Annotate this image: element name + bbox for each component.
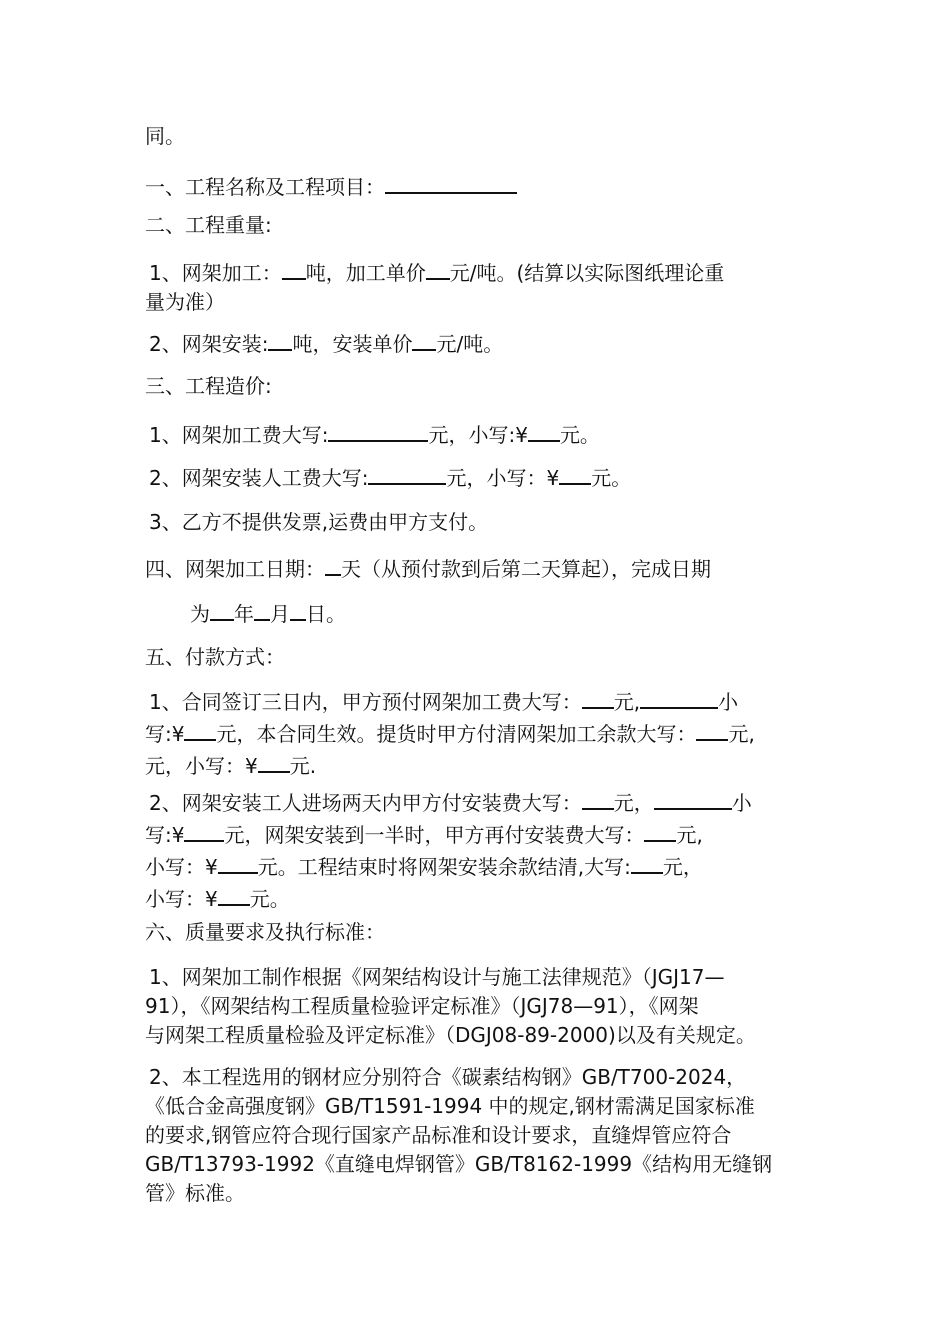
text: 写:¥	[145, 823, 185, 847]
clause-install-weight	[149, 327, 814, 359]
text: 日。	[306, 602, 346, 626]
text: 元。	[249, 887, 290, 911]
blank	[528, 418, 560, 442]
blank	[644, 818, 676, 842]
blank	[218, 882, 250, 906]
clause-line	[145, 717, 814, 749]
heading: 三、工程造价:	[145, 374, 272, 398]
clause-line: 管》标准。	[145, 1181, 245, 1205]
text: 元。	[591, 466, 632, 490]
clause-processing-fee	[149, 418, 814, 450]
text: 为	[190, 602, 210, 626]
text: 元，小写：¥	[145, 754, 258, 778]
text: 四、网架加工日期：	[145, 557, 325, 581]
blank	[412, 327, 436, 351]
clause-line	[145, 818, 814, 850]
blank	[254, 597, 270, 621]
blank	[328, 418, 428, 442]
clause-line	[149, 685, 814, 717]
text: 元，网架安装到一半时，甲方再付安装费大写：	[224, 823, 645, 847]
text: 量为准）	[145, 290, 225, 314]
text: 同。	[145, 124, 185, 148]
text: 元.	[289, 754, 317, 778]
text: 2、网架安装工人进场两天内甲方付安装费大写：	[149, 791, 582, 815]
text: 元，	[613, 791, 654, 815]
text: 小	[731, 791, 752, 815]
heading: 二、工程重量:	[145, 213, 272, 237]
label: 一、工程名称及工程项目：	[145, 175, 385, 199]
text: 2、网架安装:	[149, 332, 269, 356]
text: 月	[270, 602, 290, 626]
clause-payment-install	[145, 786, 814, 914]
blank	[631, 850, 663, 874]
clause-line: 与网架工程质量检验及评定标准》（DGJ08-89-2000)以及有关规定。	[145, 1023, 756, 1047]
clause-line: GB/T13793-1992《直缝电焊钢管》GB/T8162-1999《结构用无缝钢	[145, 1152, 773, 1176]
blank	[184, 717, 216, 741]
clause-line	[145, 749, 814, 781]
clause-standards	[145, 963, 814, 1050]
text-line	[145, 122, 810, 151]
blank	[559, 461, 591, 485]
text: 吨，加工单价	[305, 261, 426, 285]
text: 元，本合同生效。提货时甲方付清网架加工余款大写：	[216, 722, 697, 746]
blank	[268, 327, 292, 351]
clause-line	[145, 288, 814, 317]
text: 写:¥	[145, 722, 185, 746]
text: 元,	[613, 690, 641, 714]
completion-date-line	[190, 597, 855, 629]
blank	[640, 685, 718, 709]
blank	[282, 256, 306, 280]
blank	[368, 461, 446, 485]
section-heading	[145, 643, 810, 672]
blank	[210, 597, 234, 621]
clause-steel	[145, 1063, 814, 1208]
clause-line: 的要求,钢管应符合现行国家产品标准和设计要求，直缝焊管应符合	[145, 1123, 732, 1147]
text: 年	[234, 602, 254, 626]
text: 1、网架加工：	[149, 261, 282, 285]
text: 1、合同签订三日内，甲方预付网架加工费大写：	[149, 690, 582, 714]
clause-line	[145, 850, 814, 882]
clause-line: 《低合金高强度钢》GB/T1591-1994 中的规定,钢材需满足国家标准	[145, 1094, 755, 1118]
text: 天（从预付款到后第二天算起），完成日期	[341, 557, 711, 581]
blank	[582, 786, 614, 810]
blank	[218, 850, 258, 874]
text: 3、乙方不提供发票,运费由甲方支付。	[149, 510, 489, 534]
text: 小写：¥	[145, 887, 218, 911]
section-heading	[145, 918, 810, 947]
blank	[184, 818, 224, 842]
blank	[325, 552, 341, 576]
text: 元，	[662, 855, 703, 879]
text: 吨，安装单价	[292, 332, 413, 356]
text: 小写：¥	[145, 855, 218, 879]
blank	[426, 256, 450, 280]
text: 元。工程结束时将网架安装余款结清,大写:	[257, 855, 631, 879]
clause-line: 2、本工程选用的钢材应分别符合《碳素结构钢》GB/T700-2024，	[149, 1065, 747, 1089]
clause-install-fee	[149, 461, 814, 493]
blank	[582, 685, 614, 709]
heading: 五、付款方式：	[145, 645, 285, 669]
project-name-blank	[385, 170, 517, 194]
clause-processing-weight	[145, 256, 814, 317]
text: 2、网架安装人工费大写:	[149, 466, 369, 490]
blank	[258, 749, 290, 773]
section-heading	[145, 211, 810, 240]
blank	[290, 597, 306, 621]
section-heading	[145, 372, 810, 401]
clause-line	[149, 786, 814, 818]
project-name-line	[145, 170, 810, 202]
blank	[696, 717, 728, 741]
clause-processing-date	[145, 552, 810, 584]
text: 元,	[728, 722, 755, 746]
clause-line: 1、网架加工制作根据《网架结构设计与施工法律规范》（JGJ17—	[149, 965, 725, 989]
blank	[654, 786, 732, 810]
clause-line	[145, 882, 814, 914]
clause-line	[149, 256, 814, 288]
text: 小	[718, 690, 739, 714]
text: 元，小写:¥	[428, 423, 528, 447]
clause-invoice	[149, 508, 814, 537]
heading: 六、质量要求及执行标准：	[145, 920, 385, 944]
text: 元，小写：¥	[446, 466, 560, 490]
clause-line: 91），《网架结构工程质量检验评定标准》（JGJ78—91），《网架	[145, 994, 699, 1018]
text: 元,	[676, 823, 703, 847]
text: 元/吨。	[436, 332, 504, 356]
text: 元。	[559, 423, 600, 447]
text: 元/吨。(结算以实际图纸理论重	[449, 261, 725, 285]
clause-payment-processing	[145, 685, 814, 781]
text: 1、网架加工费大写:	[149, 423, 329, 447]
